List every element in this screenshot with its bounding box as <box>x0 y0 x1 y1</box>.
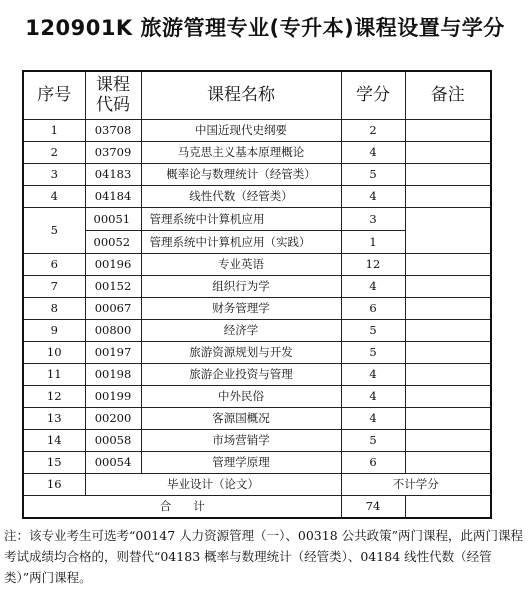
seq-cell: 11 <box>23 364 85 386</box>
note-cell <box>405 208 491 254</box>
name-cell: 财务管理学 <box>141 298 341 320</box>
name-subcell: 管理系统中计算机应用 <box>142 208 341 231</box>
credit-cell: 4 <box>341 276 405 298</box>
credit-cell-group <box>341 208 405 254</box>
credit-cell: 5 <box>341 320 405 342</box>
credit-cell: 5 <box>341 430 405 452</box>
table-row <box>23 452 491 474</box>
seq-cell: 4 <box>23 186 85 208</box>
note-cell <box>405 142 491 164</box>
note-cell <box>405 276 491 298</box>
note-cell <box>405 342 491 364</box>
credit-cell: 2 <box>341 120 405 142</box>
code-cell: 00197 <box>85 342 141 364</box>
credit-cell: 4 <box>341 142 405 164</box>
code-cell: 00800 <box>85 320 141 342</box>
table-row <box>23 142 491 164</box>
credit-cell: 6 <box>341 298 405 320</box>
thesis-credit-cell: 不计学分 <box>341 474 491 496</box>
total-note-cell <box>405 496 491 519</box>
seq-cell: 16 <box>23 474 85 496</box>
header-seq: 序号 <box>23 71 85 120</box>
credit-cell: 12 <box>341 254 405 276</box>
credit-cell: 5 <box>341 342 405 364</box>
table-row <box>23 254 491 276</box>
seq-cell: 13 <box>23 408 85 430</box>
table-row <box>23 164 491 186</box>
code-cell: 00067 <box>85 298 141 320</box>
note-cell <box>405 120 491 142</box>
header-code-line2: 代码 <box>96 94 130 115</box>
name-cell: 专业英语 <box>141 254 341 276</box>
page-title: 120901K 旅游管理专业(专升本)课程设置与学分 <box>25 16 505 40</box>
header-credit: 学分 <box>341 71 405 120</box>
code-cell: 00200 <box>85 408 141 430</box>
name-cell: 旅游资源规划与开发 <box>141 342 341 364</box>
credit-cell: 6 <box>341 452 405 474</box>
table-row <box>23 120 491 142</box>
seq-cell: 6 <box>23 254 85 276</box>
note-cell <box>405 386 491 408</box>
name-cell: 管理学原理 <box>141 452 341 474</box>
code-cell: 00198 <box>85 364 141 386</box>
seq-cell: 8 <box>23 298 85 320</box>
credit-cell: 4 <box>341 386 405 408</box>
note-cell <box>405 298 491 320</box>
table-row <box>23 386 491 408</box>
credit-subcell: 1 <box>369 235 377 249</box>
name-cell: 客源国概况 <box>141 408 341 430</box>
note-cell <box>405 320 491 342</box>
code-cell: 03709 <box>85 142 141 164</box>
name-cell: 概率论与数理统计（经管类） <box>141 164 341 186</box>
name-subcell: 管理系统中计算机应用（实践） <box>149 235 311 249</box>
code-cell: 00196 <box>85 254 141 276</box>
code-cell: 04183 <box>85 164 141 186</box>
seq-cell: 10 <box>23 342 85 364</box>
code-cell: 04184 <box>85 186 141 208</box>
note-cell <box>405 186 491 208</box>
table-row-group <box>23 208 491 254</box>
header-row <box>23 71 491 120</box>
seq-cell: 3 <box>23 164 85 186</box>
total-credit-cell: 74 <box>341 496 405 519</box>
name-cell: 中国近现代史纲要 <box>141 120 341 142</box>
name-cell: 旅游企业投资与管理 <box>141 364 341 386</box>
table-row <box>23 320 491 342</box>
thesis-name-cell: 毕业设计（论文） <box>85 474 341 496</box>
table-row <box>23 364 491 386</box>
credit-subcell: 3 <box>342 208 405 231</box>
table-row <box>23 298 491 320</box>
note-cell <box>405 364 491 386</box>
header-note: 备注 <box>405 71 491 120</box>
note-cell <box>405 254 491 276</box>
code-cell: 00152 <box>85 276 141 298</box>
name-cell: 市场营销学 <box>141 430 341 452</box>
header-code-line1: 课程 <box>96 74 130 95</box>
code-cell: 03708 <box>85 120 141 142</box>
footnote: 注：该专业考生可选考“00147 人力资源管理（一）、00318 公共政策”两门课程，此两门课程考试成绩均合格的，则替代“04183 概率与数理统计（经管类）、04184 线性代数（经管类）”两门课程。 <box>4 528 524 585</box>
name-cell: 组织行为学 <box>141 276 341 298</box>
code-cell: 00054 <box>85 452 141 474</box>
seq-cell: 5 <box>23 208 85 254</box>
table-row <box>23 408 491 430</box>
course-table <box>22 70 492 519</box>
name-cell: 经济学 <box>141 320 341 342</box>
seq-cell: 14 <box>23 430 85 452</box>
note-cell <box>405 430 491 452</box>
code-subcell: 00051 <box>86 208 141 231</box>
total-row <box>23 496 491 519</box>
credit-cell: 4 <box>341 364 405 386</box>
thesis-row <box>23 474 491 496</box>
table-row <box>23 186 491 208</box>
code-cell: 00199 <box>85 386 141 408</box>
table-row <box>23 342 491 364</box>
name-cell-group <box>141 208 341 254</box>
credit-cell: 5 <box>341 164 405 186</box>
seq-cell: 7 <box>23 276 85 298</box>
credit-cell: 4 <box>341 408 405 430</box>
seq-cell: 2 <box>23 142 85 164</box>
credit-cell: 4 <box>341 186 405 208</box>
table-row <box>23 430 491 452</box>
header-name: 课程名称 <box>141 71 341 120</box>
code-cell: 00058 <box>85 430 141 452</box>
code-cell-group <box>85 208 141 254</box>
header-code <box>85 71 141 120</box>
name-cell: 线性代数（经管类） <box>141 186 341 208</box>
name-cell: 中外民俗 <box>141 386 341 408</box>
note-cell <box>405 452 491 474</box>
note-cell <box>405 408 491 430</box>
total-label-cell: 合 计 <box>23 496 341 519</box>
table-row <box>23 276 491 298</box>
seq-cell: 15 <box>23 452 85 474</box>
note-cell <box>405 164 491 186</box>
seq-cell: 12 <box>23 386 85 408</box>
code-subcell: 00052 <box>93 235 131 249</box>
seq-cell: 9 <box>23 320 85 342</box>
name-cell: 马克思主义基本原理概论 <box>141 142 341 164</box>
seq-cell: 1 <box>23 120 85 142</box>
